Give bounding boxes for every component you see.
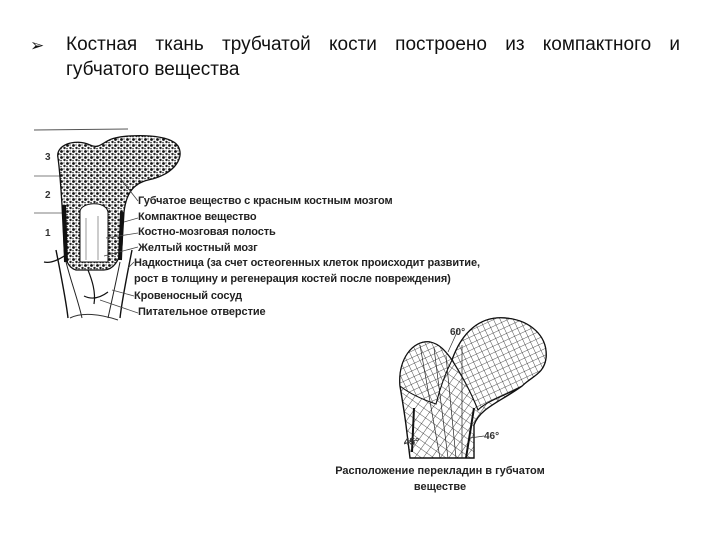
marker-2: 2 xyxy=(45,190,51,201)
arrow-bullet-icon: ➢ xyxy=(30,36,45,55)
label-periosteum: Надкостница (за счет остеогенных клеток происходит развитие, xyxy=(134,257,480,269)
angle-46: 46° xyxy=(484,431,500,442)
angle-45: 45° xyxy=(404,437,420,448)
caption-line-1: Расположение перекладин в губчатом xyxy=(335,465,545,477)
label-spongy: Губчатое вещество с красным костным мозгом xyxy=(138,195,393,207)
heading-line-2: губчатого вещества xyxy=(66,59,240,80)
heading-line-1: Костная ткань трубчатой кости построено из компактного и xyxy=(66,34,680,55)
label-compact: Компактное вещество xyxy=(138,210,257,223)
label-cavity: Костно-мозговая полость xyxy=(138,226,276,238)
label-periosteum-cont: рост в толщину и регенерация костей после повреждения) xyxy=(134,272,451,285)
angle-60: 60° xyxy=(450,327,466,338)
label-yellow-marrow: Желтый костный мозг xyxy=(138,241,258,254)
label-vessel: Кровеносный сосуд xyxy=(134,290,243,302)
label-foramen: Питательное отверстие xyxy=(138,305,266,318)
marker-3: 3 xyxy=(45,152,51,163)
marker-1: 1 xyxy=(45,228,51,239)
caption-line-2: веществе xyxy=(413,481,467,493)
bone-labels xyxy=(134,194,480,320)
trabecula-caption xyxy=(320,463,560,495)
trabecula-diagram xyxy=(400,318,546,458)
